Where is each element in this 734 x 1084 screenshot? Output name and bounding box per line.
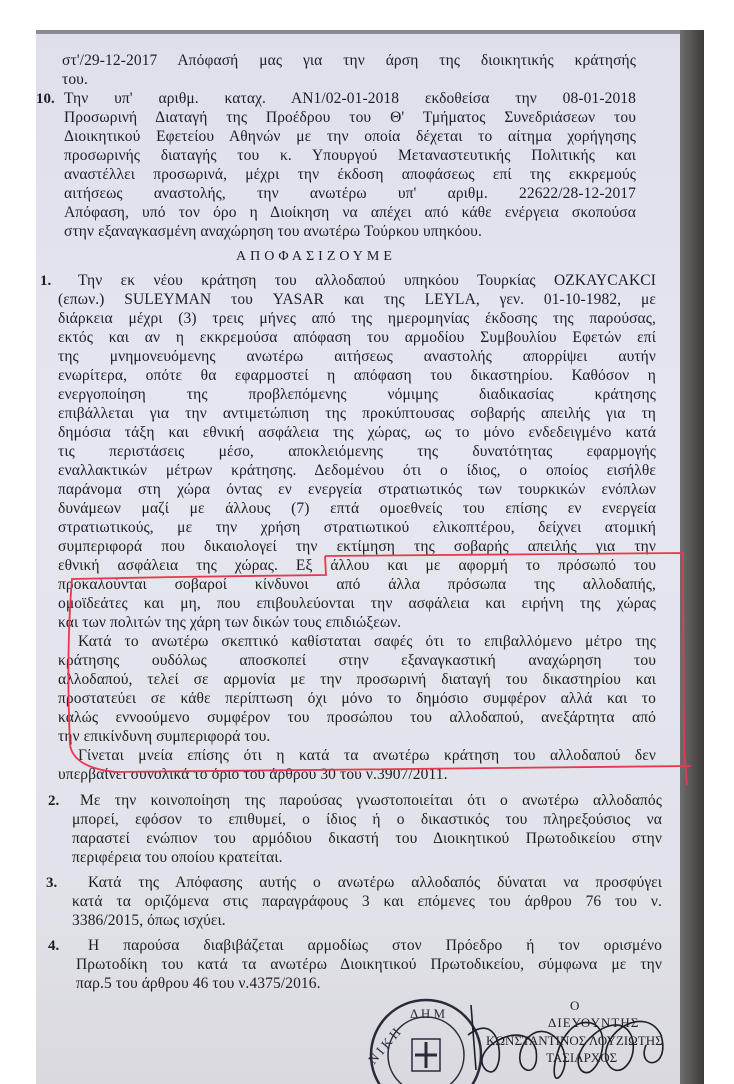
text-line: υπερβαίνει συνολικά το όριο του άρθρου 30 του ν.3907/2011.	[58, 766, 448, 783]
text-line: δημόσια τάξη και εθνική ασφάλεια της χώρας, ως το μόνο ενδεδειγμένο κατά	[58, 424, 656, 441]
text-line: Γίνεται μνεία επίσης ότι η κατά τα ανωτέρω κράτηση του αλλοδαπού δεν	[78, 747, 656, 764]
text-line: προσωρινής διαταγής του κ. Υπουργού Μεταναστευτικής Πολιτικής και	[64, 147, 636, 164]
text-line: Διοικητικού Εφετείου Αθηνών με την οποία δέχεται το αίτημα χορήγησης	[64, 128, 636, 145]
text-line: Η παρούσα διαβιβάζεται αρμοδίως στον Πρόεδρο ή τον ορισμένο	[88, 937, 662, 954]
text-line: ομοϊδεάτες και μη, που επιβουλεύονται την ασφάλεια και ειρήνη της χώρας	[58, 595, 656, 612]
red-highlight-outline	[68, 553, 691, 785]
text-line: στ'/29-12-2017 Απόφασή μας για την άρση της διοικητικής κράτησής	[62, 52, 636, 69]
text-line: εναλλακτικών μέτρων κράτησης. Δεδομένου ότι ο ίδιος, ο οποίος εισήλθε	[58, 462, 656, 479]
official-stamp	[365, 1000, 481, 1084]
text-line: προστατεύει σε κάθε περίπτωση όχι μόνο το δημόσιο συμφέρον αλλά και το	[58, 690, 656, 707]
signature-title: ΔΙΕΥΘΥΝΤΗΣ	[548, 1015, 640, 1030]
text-line: Την υπ' αριθμ. καταχ. ΑΝ1/02-01-2018 εκδοθείσα την 08-01-2018	[64, 90, 636, 107]
text-line: παραστεί ενώπιον του αρμόδιου δικαστή του Διοικητικού Πρωτοδικείου στην	[72, 830, 662, 847]
text-line: (επων.) SULEYMAN του YASAR και της LEYLA, γεν. 01-10-1982, με	[58, 291, 656, 308]
item-number: 10.	[36, 91, 55, 107]
text-line: παρ.5 του άρθρου 46 του ν.4375/2016.	[76, 975, 321, 992]
text-line: κράτησης ουδόλως αποσκοπεί στην εξαναγκαστική αναχώρηση του	[58, 652, 656, 669]
text-line: περιφέρεια του οποίου κρατείται.	[72, 849, 283, 866]
text-line: 3386/2015, όπως ισχύει.	[72, 912, 226, 929]
annotation-layer	[36, 30, 704, 1084]
decision-heading: ΑΠΟΦΑΣΙΖΟΥΜΕ	[236, 249, 396, 264]
text-line: δυνάμεων μαζί με άλλους (7) επτά ομοεθνείς του επίσης εν ενεργεία	[58, 500, 656, 517]
text-line: επιβάλλεται για την αντιμετώπιση της προκύπτουσας σοβαρής απειλής για τη	[58, 405, 656, 422]
text-line: εθνική ασφάλεια της χώρας. Εξ άλλου και με αφορμή το πρόσωπό του	[58, 557, 656, 574]
item-number: 2.	[48, 793, 60, 809]
text-line: διάρκεια μέχρι (3) τρεις μήνες από της ημερομηνίας έκδοσης της παρούσας,	[58, 310, 656, 327]
item-number: 1.	[40, 273, 52, 289]
text-line: Κατά το ανωτέρω σκεπτικό καθίσταται σαφές ότι το επιβαλλόμενο μέτρο της	[78, 633, 656, 650]
text-line: στρατιωτικούς, με την χρήση στρατιωτικού ελικοπτέρου, δείχνει ατομική	[58, 519, 656, 536]
text-line: του.	[62, 71, 88, 88]
text-line: προκαλούνται σοβαροί κίνδυνοι από άλλα πρόσωπα της αλλοδαπής,	[58, 576, 656, 593]
text-line: Προσωρινή Διαταγή της Προέδρου του Θ' Τμήματος Συνεδριάσεων του	[64, 109, 636, 126]
text-line: στην εξαναγκασμένη αναχώρηση του ανωτέρω Τούρκου υπηκόου.	[64, 223, 482, 240]
text-line: της μνημονευόμενης ανωτέρω αιτήσεως αναστολής απορρίψει αυτήν	[58, 348, 656, 365]
text-line: παράνομα στη χώρα όντας εν ενεργεία στρατιωτικός των τουρκικών ενόπλων	[58, 481, 656, 498]
item-number: 4.	[48, 938, 60, 954]
text-line: και των πολιτών της χάρη των δικών τους επιδιώξεων.	[58, 614, 402, 631]
text-line: κατά τα οριζόμενα στις παραγράφους 3 και επόμενες του άρθρου 76 του ν.	[72, 893, 662, 910]
svg-text:Ν Ι Κ Η: Ν Ι Κ Η	[364, 1024, 404, 1067]
text-line: Πρωτοδίκη του κατά τα ανωτέρω Διοικητικού Πρωτοδικείου, σύμφωνα με την	[76, 956, 662, 973]
svg-text:Δ Η Μ: Δ Η Μ	[410, 1006, 446, 1021]
text-line: ενωρίτερα, οπότε θα εφαρμοστεί η απόφαση του δικαστηρίου. Καθόσον η	[58, 367, 656, 384]
text-line: εκτός και αν η εκκρεμούσα απόφαση του αρμοδίου Συμβουλίου Εφετών επί	[58, 329, 656, 346]
signature-rank: ΤΑΣΙΑΡΧΟΣ	[546, 1050, 618, 1065]
text-line: αναστέλλει προσωρινά, μέχρι την έκδοση αποφάσεως επί της εκκρεμούς	[64, 166, 636, 183]
text-line: Με την κοινοποίηση της παρούσας γνωστοποιείται ότι ο ανωτέρω αλλοδαπός	[80, 792, 662, 809]
text-line: ενεργοποίηση της προβλεπόμενης νόμιμης διαδικασίας κράτησης	[58, 386, 656, 403]
text-line: Απόφαση, υπό τον όρο η Διοίκηση να απέχει από κάθε ενέργεια σκοπούσα	[64, 204, 636, 221]
document-photo	[36, 30, 704, 1084]
signature-name: ΚΩΝΣΤΑΝΤΙΝΟΣ ΛΟΥΖΙΩΤΗΣ	[486, 1033, 663, 1048]
text-line: αιτήσεως αναστολής, την ανωτέρω υπ' αριθμ. 22622/28-12-2017	[64, 185, 636, 202]
text-line: την επικίνδυνη συμπεριφορά του.	[58, 728, 271, 745]
text-line: τις περιστάσεις μέσο, αποκλειόμενης της δυνατότητας εφαρμογής	[58, 443, 656, 460]
item-number: 3.	[46, 875, 58, 891]
text-line: Κατά της Απόφασης αυτής ο ανωτέρω αλλοδαπός δύναται να προσφύγει	[88, 874, 662, 891]
signature-article: Ο	[570, 998, 580, 1013]
text-line: αλλοδαπού, τελεί σε αρμονία με την προσωρινή διαταγή του δικαστηρίου και	[58, 671, 656, 688]
text-line: καλώς εννοούμενο συμφέρον του προσώπου του αλλοδαπού, ανεξάρτητα από	[58, 709, 656, 726]
text-line: Την εκ νέου κράτηση του αλλοδαπού υπηκόου Τουρκίας OZKAYCAKCI	[78, 272, 656, 289]
text-line: μπορεί, εφόσον το επιθυμεί, ο ίδιος ή ο δικαστικός του πληρεξούσιος να	[72, 811, 662, 828]
text-line: συμπεριφορά που δικαιολογεί την εκτίμηση της σοβαρής απειλής για την	[58, 538, 656, 555]
